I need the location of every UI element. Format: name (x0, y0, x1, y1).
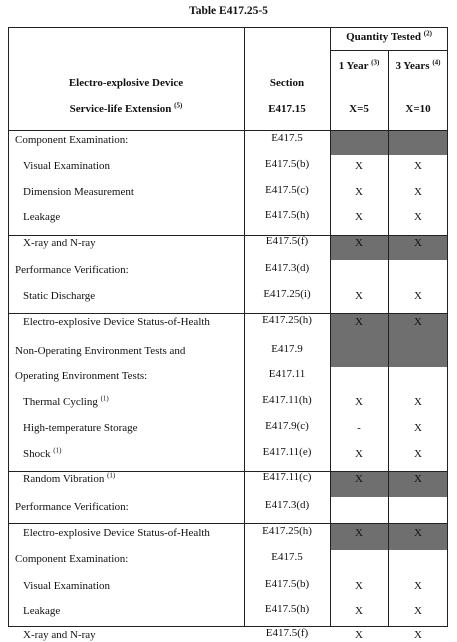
row-section: E417.3(d) (264, 499, 310, 511)
row-section: E417.5(b) (264, 578, 310, 590)
row-test-name: Thermal Cycling $^{(1)}$ (23, 394, 109, 408)
table-frame (8, 27, 448, 641)
row-test-name: Electro-explosive Device Status-of-Health (23, 527, 210, 539)
row-1-year-mark: X (355, 448, 363, 460)
row-3-years-mark: X (414, 290, 422, 302)
row-section: E417.25(h) (262, 525, 312, 537)
row-test-name: Visual Examination (23, 580, 111, 592)
row-section: E417.9(c) (265, 420, 309, 432)
row-test-name: Component Examination: (15, 553, 129, 565)
row-1-year-mark: X (355, 237, 363, 249)
row-1-year-mark: X (355, 290, 363, 302)
row-test-name: Performance Verification: (15, 501, 129, 513)
row-3-years-mark: X (414, 316, 422, 328)
row-1-year-mark: X (355, 605, 363, 617)
row-test-name: Operating Environment Tests: (15, 370, 148, 382)
row-1-year-mark: X (355, 316, 363, 328)
row-test-name: Static Discharge (23, 290, 96, 302)
header-col2-label: 3 Years $^{(4)}$ (395, 58, 441, 72)
row-test-name: Non-Operating Environment Tests and (15, 345, 186, 357)
header-col1-label: 1 Year $^{(3)}$ (338, 58, 380, 72)
row-section: E417.5(h) (264, 603, 310, 615)
col-divider (388, 50, 389, 627)
row-section: E417.25(i) (263, 288, 311, 300)
header-section-line2: E417.15 (268, 103, 306, 115)
header-section-line1: Section (269, 77, 305, 89)
header-col2-qty: X=10 (405, 103, 431, 115)
row-3-years-mark: X (414, 527, 422, 539)
row-3-years-mark: X (414, 186, 422, 198)
row-3-years-mark: X (414, 160, 422, 172)
row-1-year-mark: X (355, 580, 363, 592)
shade-block (330, 131, 448, 155)
row-1-year-mark: - (357, 422, 361, 434)
row-test-name: Random Vibration $^{(1)}$ (23, 471, 116, 485)
header-device-line1: Electro-explosive Device (68, 77, 184, 89)
row-section: E417.5(f) (265, 627, 309, 639)
row-note: (1) (107, 471, 116, 480)
row-3-years-mark: X (414, 629, 422, 641)
row-1-year-mark: X (355, 396, 363, 408)
border-bottom (8, 626, 448, 627)
row-section: E417.5(b) (264, 158, 310, 170)
row-section: E417.11(h) (262, 394, 312, 406)
row-test-name: Component Examination: (15, 134, 129, 146)
border-top (8, 27, 448, 28)
header-bottom-line (8, 130, 448, 131)
row-1-year-mark: X (355, 211, 363, 223)
row-section: E417.25(h) (262, 314, 312, 326)
table-title: Table E417.25-5 (189, 5, 268, 17)
row-test-name: Shock $^{(1)}$ (23, 446, 62, 460)
row-test-name: Visual Examination (23, 160, 111, 172)
row-3-years-mark: X (414, 473, 422, 485)
row-section: E417.5(c) (265, 184, 309, 196)
row-section: E417.5(f) (265, 235, 309, 247)
row-3-years-mark: X (414, 422, 422, 434)
qty-subheader-line (330, 50, 448, 51)
row-3-years-mark: X (414, 448, 422, 460)
row-test-name: Leakage (23, 605, 61, 617)
row-1-year-mark: X (355, 473, 363, 485)
row-section: E417.11(e) (262, 446, 312, 458)
row-3-years-mark: X (414, 580, 422, 592)
row-section: E417.5 (271, 132, 303, 144)
row-1-year-mark: X (355, 629, 363, 641)
row-section: E417.11 (268, 368, 306, 380)
row-3-years-mark: X (414, 605, 422, 617)
row-test-name: Leakage (23, 211, 61, 223)
header-col1-qty: X=5 (349, 103, 369, 115)
row-test-name: X-ray and N-ray (23, 237, 96, 249)
header-device-line2: Service-life Extension $^{(5)}$ (69, 101, 183, 115)
row-section: E417.5 (271, 551, 303, 563)
row-note: (1) (53, 446, 62, 455)
section-line (8, 313, 448, 314)
row-1-year-mark: X (355, 160, 363, 172)
row-test-name: Dimension Measurement (23, 186, 134, 198)
row-section: E417.5(h) (264, 209, 310, 221)
row-3-years-mark: X (414, 211, 422, 223)
row-1-year-mark: X (355, 186, 363, 198)
section-line (8, 523, 448, 524)
row-note: (1) (100, 394, 109, 403)
row-3-years-mark: X (414, 237, 422, 249)
row-test-name: Performance Verification: (15, 264, 129, 276)
row-section: E417.3(d) (264, 262, 310, 274)
row-section: E417.9 (271, 343, 303, 355)
header-quantity-tested: Quantity Tested $^{(2)}$ (346, 29, 432, 43)
row-test-name: X-ray and N-ray (23, 629, 96, 641)
row-3-years-mark: X (414, 396, 422, 408)
border-left (8, 27, 9, 627)
row-test-name: High-temperature Storage (23, 422, 138, 434)
row-1-year-mark: X (355, 527, 363, 539)
row-section: E417.11(c) (262, 471, 312, 483)
row-test-name: Electro-explosive Device Status-of-Health (23, 316, 210, 328)
